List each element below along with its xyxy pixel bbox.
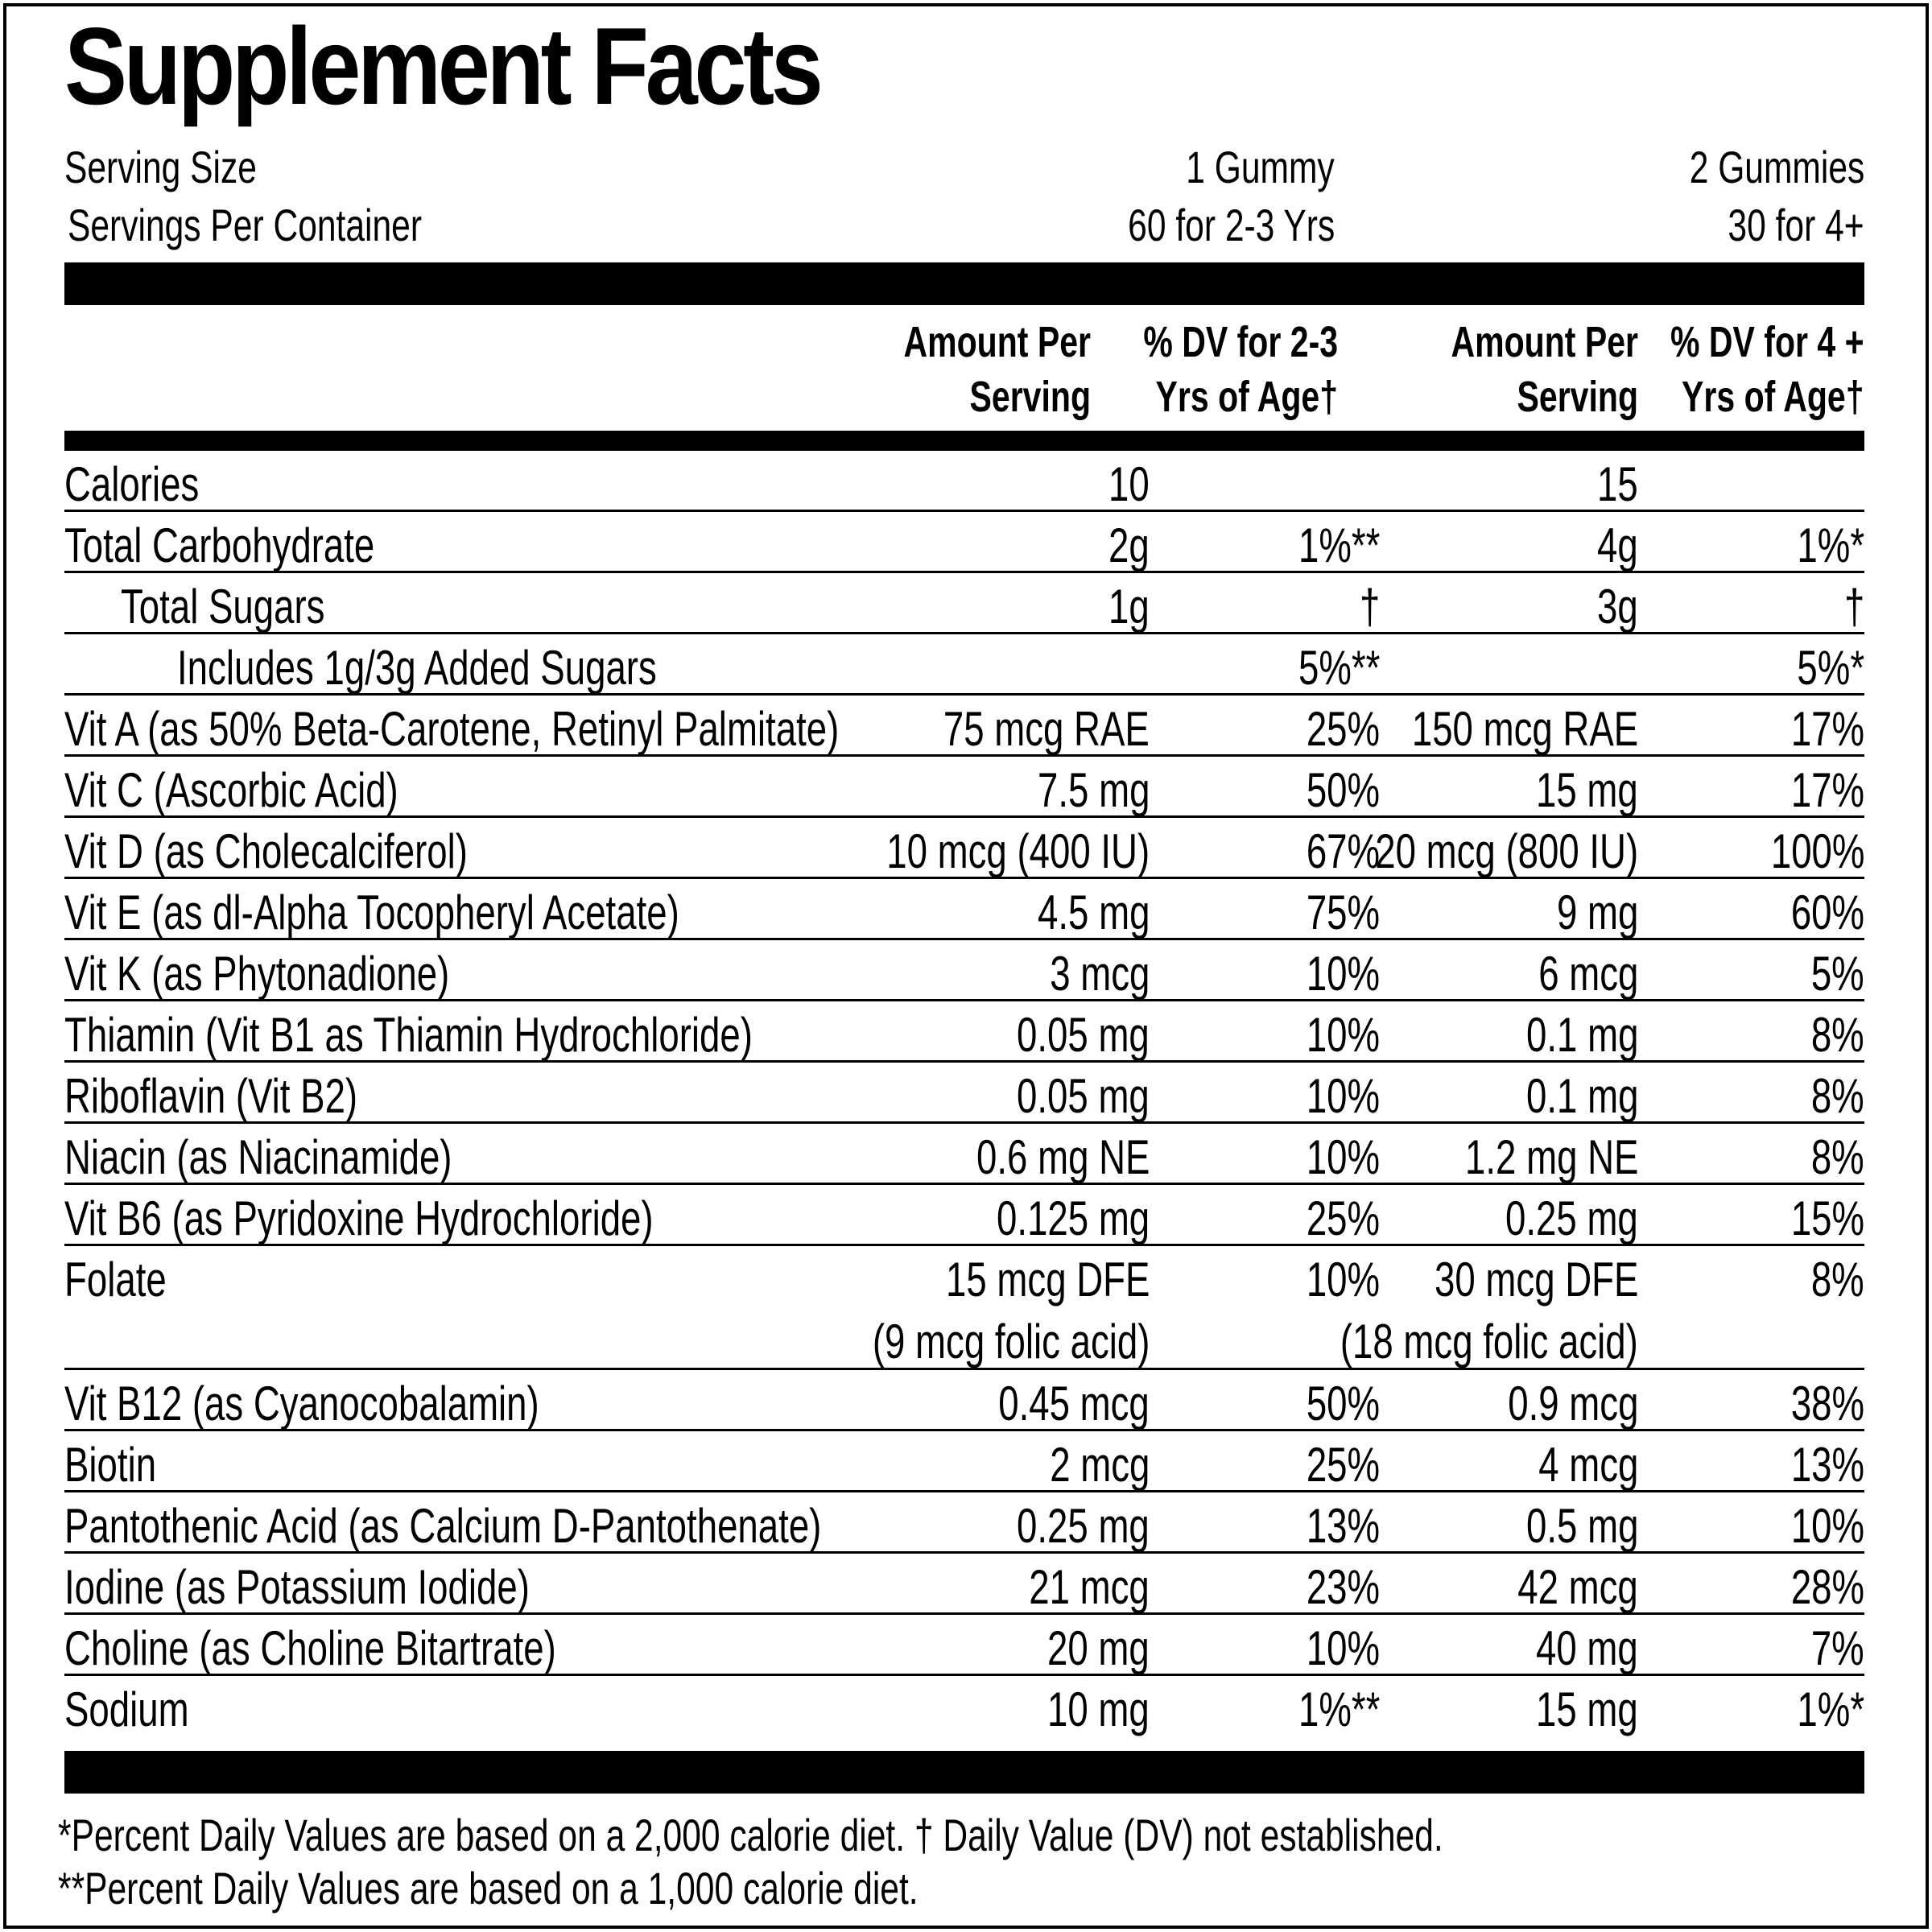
nutrient-name: Vit B12 (as Cyanocobalamin) (64, 1377, 539, 1430)
amount-col1: 0.125 mg (996, 1191, 1150, 1245)
dv-col2: 8% (1811, 1008, 1864, 1062)
dv-col1: 13% (1306, 1499, 1380, 1553)
nutrient-row (64, 818, 1864, 879)
dv-col1: 10% (1306, 1253, 1380, 1307)
nutrient-name: Vit A (as 50% Beta-Carotene, Retinyl Palmitate) (64, 702, 840, 756)
dv-col2: 1%* (1797, 518, 1864, 572)
amount-col1: 21 mcg (1029, 1560, 1150, 1614)
header-dv-col1: % DV for 2-3 Yrs of Age† (1143, 318, 1338, 421)
dv-col1: † (1359, 580, 1380, 634)
amount-col2: 150 mcg RAE (1411, 702, 1638, 756)
amount-col1: 0.6 mg NE (976, 1130, 1150, 1184)
nutrient-row (64, 1185, 1864, 1246)
nutrient-name: Niacin (as Niacinamide) (64, 1130, 452, 1184)
amount-col2: 4 mcg (1538, 1438, 1638, 1492)
amount-col2: 0.1 mg (1525, 1069, 1638, 1123)
nutrient-name: Riboflavin (Vit B2) (64, 1069, 358, 1123)
nutrient-name: Total Sugars (121, 580, 325, 634)
nutrient-row (64, 634, 1864, 696)
amount-col1: 0.05 mg (1017, 1069, 1150, 1123)
dv-col1: 10% (1306, 1130, 1380, 1184)
footnote-2000-calorie: *Percent Daily Values are based on a 2,000 calorie diet. † Daily Value (DV) not established. (58, 1810, 1443, 1860)
nutrient-name: Biotin (64, 1438, 157, 1492)
amount-col2: 0.9 mcg (1507, 1377, 1638, 1430)
amount-col1: 15 mcg DFE (945, 1253, 1150, 1307)
nutrient-name: Sodium (64, 1682, 189, 1736)
nutrient-row (64, 1370, 1864, 1431)
bottom-thick-divider (64, 1751, 1864, 1794)
dv-col2: 17% (1790, 763, 1864, 817)
amount-col1: 10 (1108, 457, 1150, 511)
dv-col2: † (1843, 580, 1864, 634)
amount-col2: 20 mcg (800 IU) (1375, 824, 1638, 878)
nutrient-row (64, 1554, 1864, 1615)
dv-col2: 7% (1811, 1621, 1864, 1675)
dv-col2: 8% (1811, 1253, 1864, 1307)
nutrient-row (64, 451, 1864, 512)
amount-col2: 40 mg (1536, 1621, 1638, 1675)
amount-col1: 0.25 mg (1017, 1499, 1150, 1553)
nutrient-name: Vit K (as Phytonadione) (64, 947, 450, 1001)
servings-per-container-col1: 60 for 2-3 Yrs (1127, 200, 1335, 250)
dv-col1: 25% (1306, 1191, 1380, 1245)
dv-col2: 38% (1790, 1377, 1864, 1430)
amount-col2: 42 mcg (1517, 1560, 1638, 1614)
header-amount-col2: Amount Per Serving (1451, 318, 1638, 421)
amount-col2: 15 mg (1536, 763, 1638, 817)
nutrient-row (64, 940, 1864, 1001)
dv-col2: 17% (1790, 702, 1864, 756)
dv-col1: 10% (1306, 1621, 1380, 1675)
servings-per-container-label: Servings Per Container (68, 200, 423, 250)
amount-col2: 1.2 mg NE (1464, 1130, 1638, 1184)
nutrient-name: Vit C (Ascorbic Acid) (64, 763, 398, 817)
nutrient-name: Vit B6 (as Pyridoxine Hydrochloride) (64, 1191, 654, 1245)
nutrient-name: Calories (64, 457, 200, 511)
dv-col2: 5% (1811, 947, 1864, 1001)
nutrient-row (64, 1615, 1864, 1676)
nutrient-row (64, 1676, 1864, 1737)
dv-col1: 50% (1306, 1377, 1380, 1430)
nutrient-row (64, 879, 1864, 940)
nutrient-row (64, 696, 1864, 757)
amount-col1: 4.5 mg (1037, 886, 1150, 939)
dv-col2: 100% (1770, 824, 1864, 878)
amount-col2: 9 mg (1556, 886, 1638, 939)
nutrient-row (64, 1063, 1864, 1124)
dv-col2: 28% (1790, 1560, 1864, 1614)
nutrient-row (64, 1001, 1864, 1063)
dv-col1: 1%** (1298, 518, 1380, 572)
nutrient-name: Includes 1g/3g Added Sugars (177, 641, 657, 695)
nutrient-name: Pantothenic Acid (as Calcium D-Pantothenate) (64, 1499, 822, 1553)
dv-col2: 10% (1790, 1499, 1864, 1553)
dv-col1: 10% (1306, 947, 1380, 1001)
dv-col1: 25% (1306, 1438, 1380, 1492)
dv-col2: 5%* (1797, 641, 1864, 695)
header-divider (64, 431, 1864, 451)
nutrient-name: Vit D (as Cholecalciferol) (64, 824, 468, 878)
nutrient-name: Choline (as Choline Bitartrate) (64, 1621, 556, 1675)
amount-col1: 10 mcg (400 IU) (886, 824, 1150, 878)
nutrient-name: Folate (64, 1253, 167, 1307)
panel-title: Supplement Facts (64, 5, 820, 127)
amount-col1: 10 mg (1047, 1682, 1150, 1736)
dv-col2: 8% (1811, 1069, 1864, 1123)
serving-size-col2: 2 Gummies (1689, 142, 1864, 192)
nutrient-row (64, 1246, 1864, 1370)
amount-col2: 15 (1597, 457, 1638, 511)
dv-col1: 67% (1306, 824, 1380, 878)
nutrient-name: Thiamin (Vit B1 as Thiamin Hydrochloride) (64, 1008, 753, 1062)
dv-col1: 1%** (1298, 1682, 1380, 1736)
servings-per-container-col2: 30 for 4+ (1728, 200, 1864, 250)
footnote-1000-calorie: **Percent Daily Values are based on a 1,000 calorie diet. (58, 1863, 919, 1913)
nutrient-row (64, 1124, 1864, 1185)
amount-col2: 0.5 mg (1525, 1499, 1638, 1553)
amount-col1: 20 mg (1047, 1621, 1150, 1675)
header-amount-col1: Amount Per Serving (903, 318, 1091, 421)
dv-col2: 60% (1790, 886, 1864, 939)
dv-col2: 8% (1811, 1130, 1864, 1184)
serving-size-col1: 1 Gummy (1186, 142, 1335, 192)
nutrient-row (64, 573, 1864, 634)
nutrient-row (64, 757, 1864, 818)
amount-col1: 75 mcg RAE (943, 702, 1150, 756)
amount-col1: 2 mcg (1049, 1438, 1150, 1492)
amount-col2: 0.25 mg (1505, 1191, 1638, 1245)
top-thick-divider (64, 262, 1864, 305)
amount-col1: 7.5 mg (1037, 763, 1150, 817)
dv-col1: 5%** (1298, 641, 1380, 695)
amount-col2: 0.1 mg (1525, 1008, 1638, 1062)
amount-col2: 15 mg (1536, 1682, 1638, 1736)
serving-size-label: Serving Size (64, 142, 257, 192)
nutrient-name: Iodine (as Potassium Iodide) (64, 1560, 530, 1614)
nutrient-row (64, 1431, 1864, 1492)
dv-col1: 10% (1306, 1069, 1380, 1123)
nutrient-row (64, 512, 1864, 573)
dv-col1: 10% (1306, 1008, 1380, 1062)
amount-col1: 3 mcg (1049, 947, 1150, 1001)
dv-col2: 13% (1790, 1438, 1864, 1492)
dv-col2: 1%* (1797, 1682, 1864, 1736)
amount-col1: 2g (1108, 518, 1150, 572)
amount-col2: 4g (1597, 518, 1638, 572)
nutrient-row (64, 1492, 1864, 1554)
dv-col1: 75% (1306, 886, 1380, 939)
amount-col2-detail: (18 mcg folic acid) (1340, 1315, 1638, 1368)
amount-col2: 30 mcg DFE (1434, 1253, 1638, 1307)
amount-col2: 6 mcg (1538, 947, 1638, 1001)
amount-col1-detail: (9 mcg folic acid) (872, 1315, 1150, 1368)
amount-col1: 1g (1108, 580, 1150, 634)
header-dv-col2: % DV for 4 + Yrs of Age† (1670, 318, 1864, 421)
amount-col1: 0.05 mg (1017, 1008, 1150, 1062)
dv-col1: 23% (1306, 1560, 1380, 1614)
dv-col1: 50% (1306, 763, 1380, 817)
nutrient-name: Total Carbohydrate (64, 518, 375, 572)
amount-col1: 0.45 mcg (998, 1377, 1150, 1430)
nutrient-name: Vit E (as dl-Alpha Tocopheryl Acetate) (64, 886, 679, 939)
dv-col1: 25% (1306, 702, 1380, 756)
dv-col2: 15% (1790, 1191, 1864, 1245)
amount-col2: 3g (1597, 580, 1638, 634)
